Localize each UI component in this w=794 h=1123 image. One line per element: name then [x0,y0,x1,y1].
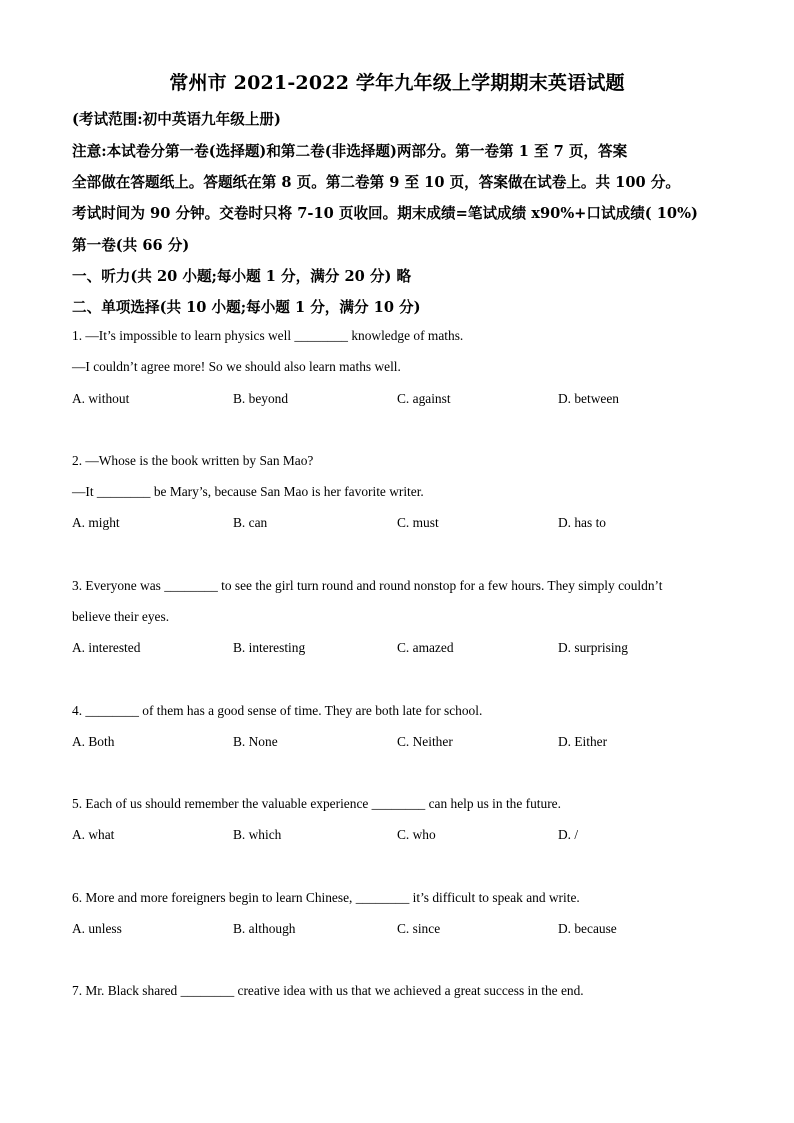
option-a: A. interested [72,640,141,655]
question-2-line-2: —It ________ be Mary’s, because San Mao is her favorite writer. [72,484,424,499]
option-a: A. Both [72,734,115,749]
question-5-line-1: 5. Each of us should remember the valuable experience ________ can help us in the future. [72,796,561,811]
option-b: B. which [233,827,282,842]
question-4-options [72,734,752,752]
notice-line-3: 考试时间为 90 分钟。交卷时只将 7-10 页收回。期末成绩=笔试成绩 x90%+口试成绩( 10%) [72,205,698,222]
option-b: B. beyond [233,391,289,406]
question-4-line-1: 4. ________ of them has a good sense of time. They are both late for school. [72,703,483,718]
question-2-line-1: 2. —Whose is the book written by San Mao? [72,453,314,468]
question-2-options [72,515,752,533]
option-d: D. surprising [558,640,628,655]
option-d: D. between [558,391,619,406]
option-b: B. None [233,734,278,749]
option-a: A. unless [72,921,122,936]
option-c: C. against [397,391,451,406]
question-6-options [72,921,752,939]
question-6-line-1: 6. More and more foreigners begin to learn Chinese, ________ it’s difficult to speak and write. [72,890,580,905]
question-3-options [72,640,752,658]
option-d: D. has to [558,515,606,530]
option-c: C. must [397,515,439,530]
option-c: C. Neither [397,734,453,749]
question-1-line-2: —I couldn’t agree more! So we should also learn maths well. [72,359,401,374]
option-b: B. although [233,921,296,936]
notice-line-2: 全部做在答题纸上。答题纸在第 8 页。第二卷第 9 至 10 页，答案做在试卷上。共 100 分。 [72,174,680,191]
volume-heading: 第一卷(共 66 分) [72,237,190,254]
option-c: C. since [397,921,441,936]
question-1-line-1: 1. —It’s impossible to learn physics well ________ knowledge of maths. [72,328,464,343]
option-b: B. interesting [233,640,306,655]
option-b: B. can [233,515,268,530]
question-5-options [72,827,752,845]
option-c: C. who [397,827,436,842]
page-title: 常州市 2021-2022 学年九年级上学期期末英语试题 [169,72,625,94]
option-a: A. what [72,827,115,842]
option-d: D. / [558,827,579,842]
notice-line-1: 注意:本试卷分第一卷(选择题)和第二卷(非选择题)两部分。第一卷第 1 至 7 页，答案 [72,143,628,160]
option-d: D. Either [558,734,608,749]
question-3-line-2: believe their eyes. [72,609,170,624]
exam-scope: (考试范围:初中英语九年级上册) [72,111,281,128]
option-a: A. might [72,515,120,530]
section-heading-listening: 一、听力(共 20 小题;每小题 1 分，满分 20 分) 略 [72,268,412,285]
option-a: A. without [72,391,130,406]
question-7-line-1: 7. Mr. Black shared ________ creative idea with us that we achieved a great success in the end. [72,983,584,998]
option-d: D. because [558,921,617,936]
question-1-options [72,391,752,409]
option-c: C. amazed [397,640,454,655]
question-3-line-1: 3. Everyone was ________ to see the girl turn round and round nonstop for a few hours. They simply couldn’t [72,578,663,593]
section-heading-single-choice: 二、单项选择(共 10 小题;每小题 1 分，满分 10 分) [72,299,421,316]
